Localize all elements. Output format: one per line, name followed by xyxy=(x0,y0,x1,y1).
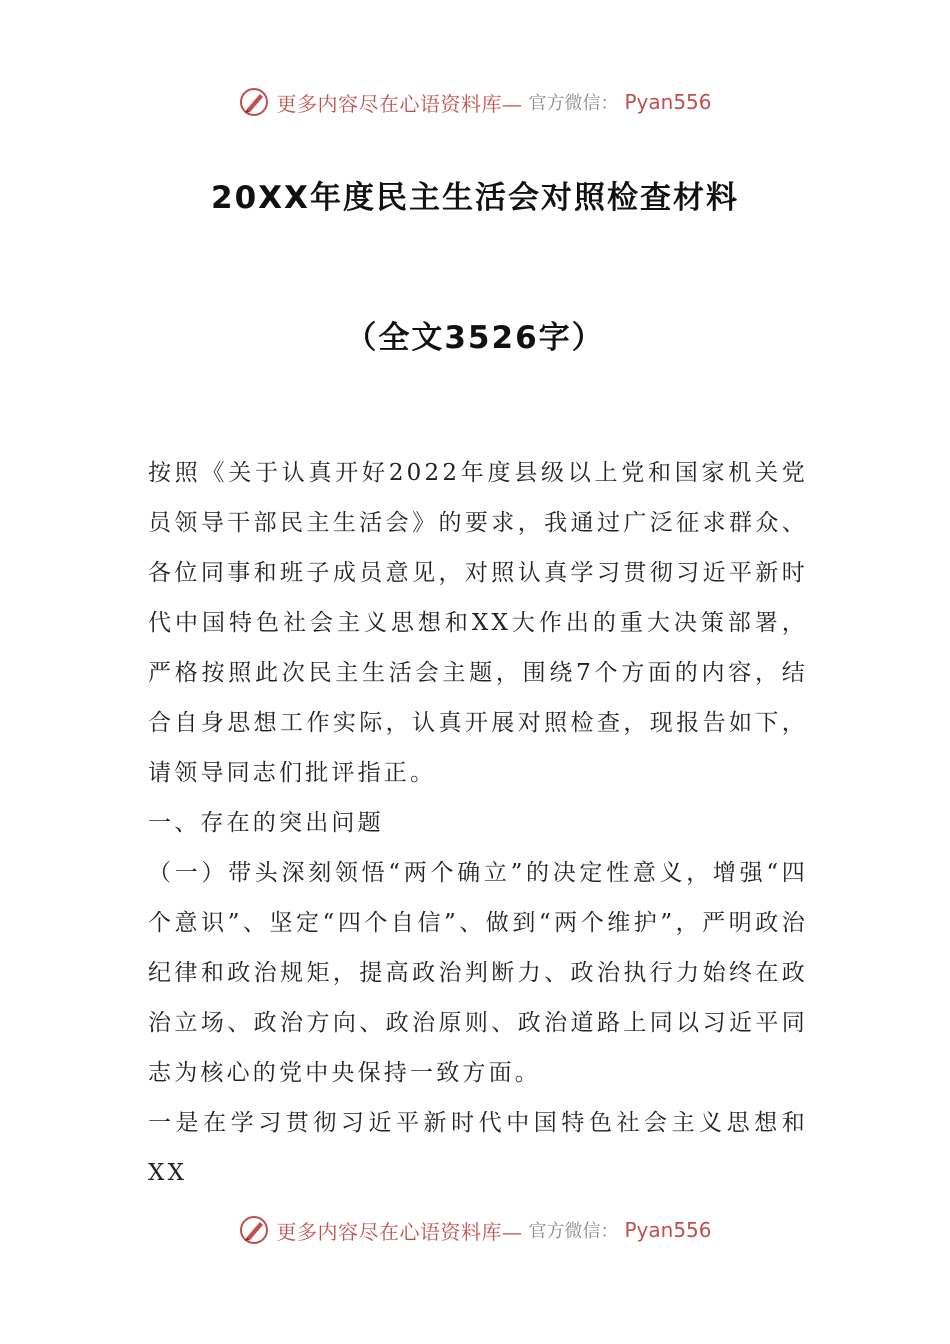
banner-text: 更多内容尽在心语资料库— xyxy=(276,1219,523,1244)
subsection-paragraph: （一）带头深刻领悟“两个确立”的决定性意义，增强“四个意识”、坚定“四个自信”、做到“两个维护”，严明政治纪律和政治规矩，提高政治判断力、政治执行力始终在政治立场、政治方向、政治原则、政治道路上同以习近平同志为核心的党中央保持一致方面。 xyxy=(148,860,808,1086)
section-heading: 一、存在的突出问题 xyxy=(148,810,384,836)
header-watermark-banner xyxy=(0,82,950,122)
banner-wechat-label: 官方微信： xyxy=(528,1221,619,1242)
document-body xyxy=(148,448,808,1198)
banner-wechat-label: 官方微信： xyxy=(528,93,619,114)
banner-wechat-id: Pyan556 xyxy=(624,1218,712,1242)
pen-logo-icon xyxy=(238,1214,270,1246)
footer-watermark-banner xyxy=(0,1210,950,1250)
point-paragraph: 一是在学习贯彻习近平新时代中国特色社会主义思想和XX xyxy=(148,1110,808,1186)
document-title: 20XX年度民主生活会对照检查材料 xyxy=(211,180,739,216)
banner-wechat-id: Pyan556 xyxy=(624,90,712,114)
document-subtitle: （全文3526字） xyxy=(345,320,605,356)
intro-paragraph: 按照《关于认真开好2022年度县级以上党和国家机关党员领导干部民主生活会》的要求，我通过广泛征求群众、各位同事和班子成员意见，对照认真学习贯彻习近平新时代中国特色社会主义思想和XX大作出的重大决策部署，严格按照此次民主生活会主题，围绕7个方面的内容，结合自身思想工作实际，认真开展对照检查，现报告如下，请领导同志们批评指正。 xyxy=(148,460,808,786)
banner-text: 更多内容尽在心语资料库— xyxy=(276,91,523,116)
pen-logo-icon xyxy=(238,86,270,118)
